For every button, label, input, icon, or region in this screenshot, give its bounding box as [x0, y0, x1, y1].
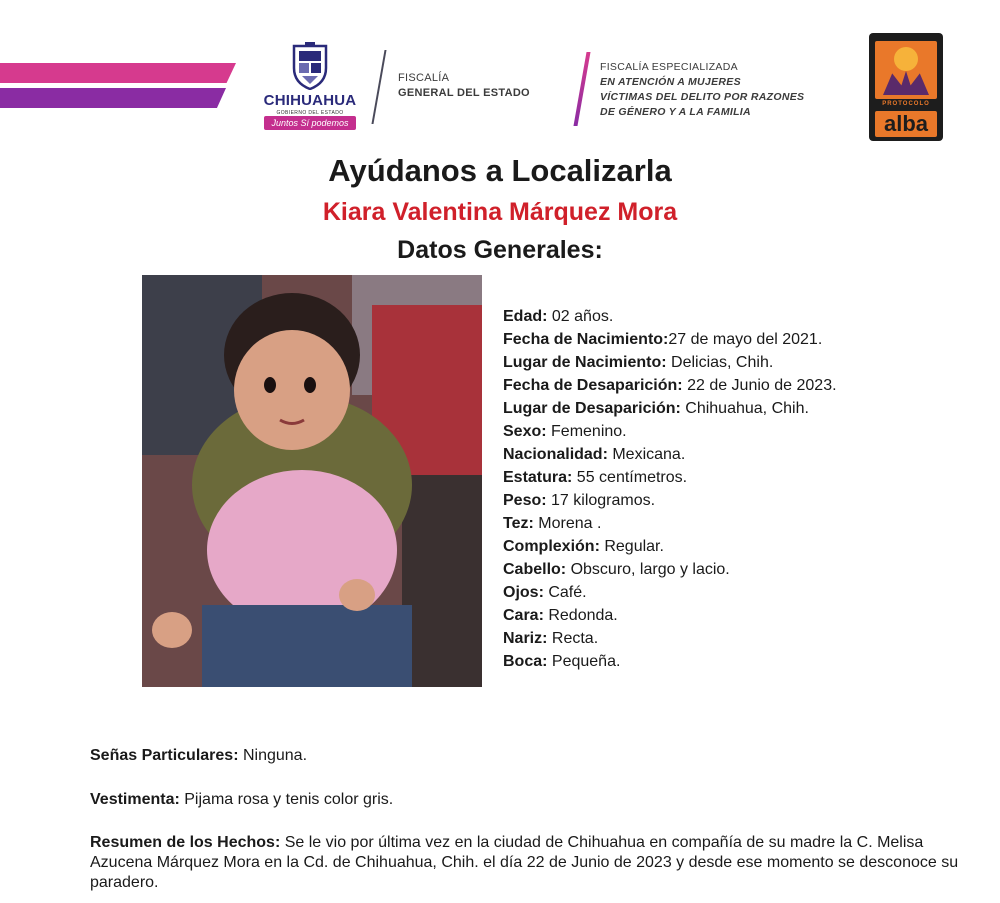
- chihuahua-tagline: Juntos Sí podemos: [264, 116, 356, 130]
- detail-label: Complexión:: [503, 538, 600, 555]
- detail-row-ojos: [503, 581, 837, 604]
- detail-label: Fecha de Desaparición:: [503, 377, 683, 394]
- detail-value: Delicias, Chih.: [666, 354, 774, 371]
- fem-line-2: EN ATENCIÓN A MUJERES: [600, 76, 741, 88]
- fiscalia-general-label: [398, 71, 530, 101]
- alba-sun: [894, 47, 918, 71]
- divider: [371, 50, 386, 124]
- fem-line-4: DE GÉNERO Y A LA FAMILIA: [600, 106, 751, 118]
- photo-illustration: [142, 275, 482, 687]
- resumen-hechos-paragraph: [90, 833, 970, 893]
- senas-value: Ninguna.: [238, 747, 308, 764]
- detail-row-fecha-nacimiento: [503, 328, 837, 351]
- detail-label: Lugar de Nacimiento:: [503, 354, 667, 371]
- detail-row-tez: [503, 512, 837, 535]
- detail-label: Cara:: [503, 607, 544, 624]
- detail-label: Cabello:: [503, 561, 567, 578]
- detail-label: Lugar de Desaparición:: [503, 400, 681, 417]
- detail-label: Fecha de Nacimiento:: [503, 331, 669, 348]
- detail-row-lugar-desaparicion: [503, 397, 837, 420]
- gradient-divider: [573, 52, 590, 126]
- vestimenta-value: Pijama rosa y tenis color gris.: [179, 791, 394, 808]
- fem-line-3: VÍCTIMAS DEL DELITO POR RAZONES: [600, 91, 805, 103]
- detail-value: Obscuro, largo y lacio.: [566, 561, 730, 578]
- resumen-label: Resumen de los Hechos:: [90, 834, 281, 851]
- detail-label: Nacionalidad:: [503, 446, 608, 463]
- senas-particulares-paragraph: [90, 746, 970, 766]
- state-shield-icon: [290, 42, 330, 90]
- missing-person-name: Kiara Valentina Márquez Mora: [322, 198, 678, 226]
- detail-row-fecha-desaparicion: [503, 374, 837, 397]
- detail-label: Edad:: [503, 308, 548, 325]
- detail-row-estatura: [503, 466, 837, 489]
- protocolo-alba-logo: [869, 33, 943, 141]
- detail-label: Tez:: [503, 515, 534, 532]
- detail-value: Recta.: [547, 630, 599, 647]
- detail-label: Ojos:: [503, 584, 544, 601]
- detail-label: Nariz:: [503, 630, 548, 647]
- detail-value: 55 centímetros.: [572, 469, 688, 486]
- purple-header-stripe: [0, 88, 226, 108]
- detail-row-cabello: [503, 558, 837, 581]
- detail-value: Morena .: [533, 515, 602, 532]
- detail-row-nacionalidad: [503, 443, 837, 466]
- detail-row-complexion: [503, 535, 837, 558]
- detail-row-lugar-nacimiento: [503, 351, 837, 374]
- senas-label: Señas Particulares:: [90, 747, 239, 764]
- detail-row-nariz: [503, 627, 837, 650]
- detail-row-edad: [503, 305, 837, 328]
- detail-row-peso: [503, 489, 837, 512]
- detail-label: Sexo:: [503, 423, 547, 440]
- detail-row-cara: [503, 604, 837, 627]
- chihuahua-wordmark: CHIHUAHUA: [263, 92, 357, 109]
- missing-person-photo: [142, 275, 482, 687]
- detail-value: Redonda.: [543, 607, 618, 624]
- chihuahua-subtitle: GOBIERNO DEL ESTADO: [276, 110, 344, 116]
- detail-label: Boca:: [503, 653, 548, 670]
- alba-figures: [883, 71, 929, 95]
- detail-value: Regular.: [599, 538, 664, 555]
- section-title: Datos Generales:: [397, 236, 603, 264]
- detail-value: Chihuahua, Chih.: [680, 400, 809, 417]
- main-title: Ayúdanos a Localizarla: [328, 153, 672, 188]
- fge-line-1: FISCALÍA: [398, 72, 450, 84]
- detail-row-boca: [503, 650, 837, 673]
- detail-value: 27 de mayo del 2021.: [668, 331, 823, 348]
- detail-value: Pequeña.: [547, 653, 621, 670]
- alba-protocolo-text: PROTOCOLO: [882, 101, 930, 107]
- detail-label: Peso:: [503, 492, 547, 509]
- vestimenta-label: Vestimenta:: [90, 791, 180, 808]
- alba-emblem-icon: [875, 41, 937, 99]
- vestimenta-paragraph: [90, 790, 970, 810]
- detail-value: Mexicana.: [607, 446, 686, 463]
- chihuahua-government-logo: [258, 42, 362, 130]
- general-details-list: [503, 305, 837, 673]
- fiscalia-especializada-label: [600, 60, 804, 120]
- fem-line-1: FISCALÍA ESPECIALIZADA: [600, 61, 738, 73]
- detail-value: Femenino.: [546, 423, 627, 440]
- detail-value: 17 kilogramos.: [546, 492, 656, 509]
- alba-wordmark: alba: [875, 111, 937, 137]
- resumen-value: Se le vio por última vez en la ciudad de Chihuahua en compañía de su madre la C. Melisa Azucena Márquez Mora en la Cd. de Chihuahua, Chih. el día 22 de Junio de 2023 y desde ese momento se desconoce su paradero.: [90, 834, 959, 891]
- detail-value: 22 de Junio de 2023.: [682, 377, 837, 394]
- detail-value: Café.: [543, 584, 587, 601]
- fge-line-2: GENERAL DEL ESTADO: [398, 87, 530, 99]
- pink-header-stripe: [0, 63, 236, 83]
- detail-row-sexo: [503, 420, 837, 443]
- detail-label: Estatura:: [503, 469, 573, 486]
- detail-value: 02 años.: [547, 308, 614, 325]
